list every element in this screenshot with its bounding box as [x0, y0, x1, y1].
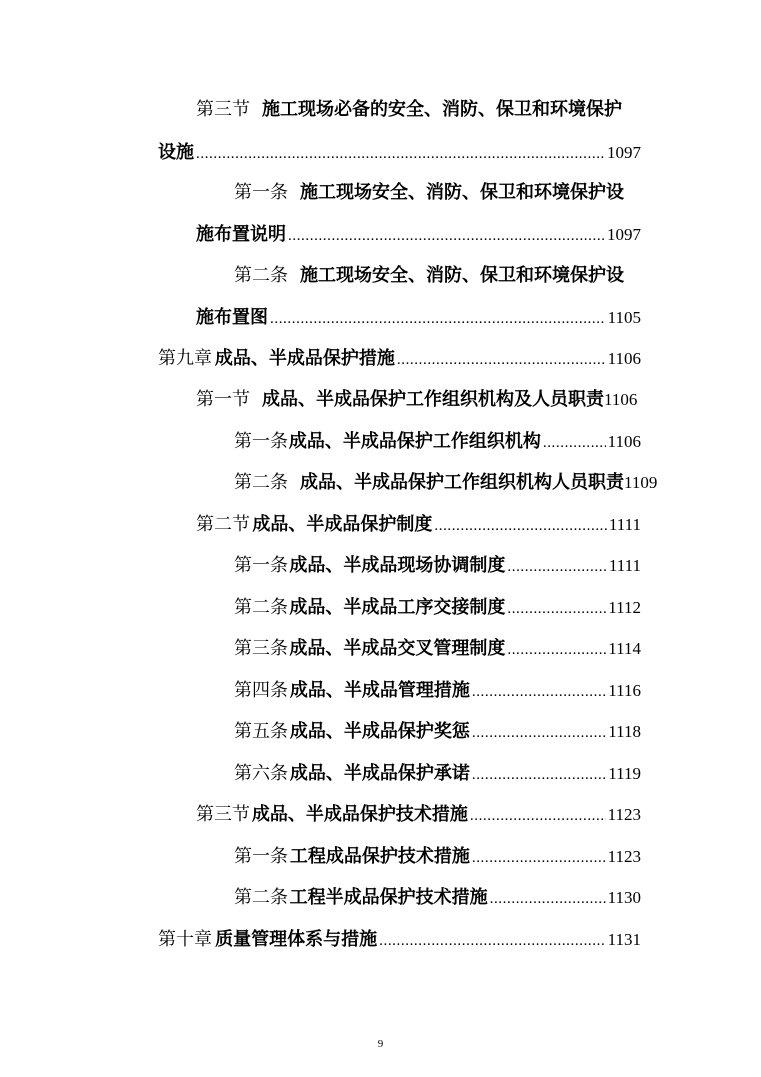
toc-entry-title: 成品、半成品保护措施 — [214, 348, 395, 369]
toc-entry-title-continued: 施布置图 — [196, 307, 268, 328]
toc-entry-title: 施工现场必备的安全、消防、保卫和环境保护 — [262, 99, 622, 120]
dot-leader — [507, 556, 607, 578]
toc-entry-title: 成品、半成品保护承诺 — [289, 763, 470, 784]
toc-entry-number: 第五条 — [234, 721, 288, 742]
toc-entry-title: 成品、半成品交叉管理制度 — [289, 638, 506, 659]
toc-entry-title: 成品、半成品保护工作组织机构 — [288, 431, 541, 452]
toc-entry-line[interactable] — [196, 307, 641, 330]
toc-entry-article[interactable] — [234, 846, 641, 869]
toc-entry-title-continued: 设施 — [158, 142, 194, 163]
toc-page-number: 1106 — [607, 432, 641, 451]
toc-page-number: 1111 — [608, 556, 641, 575]
toc-entry-section[interactable] — [196, 804, 641, 827]
toc-entry-article[interactable] — [234, 763, 641, 786]
toc-page-number: 1109 — [624, 473, 658, 492]
toc-entry-number: 第一条 — [234, 846, 288, 867]
toc-entry-title: 成品、半成品保护制度 — [252, 514, 433, 535]
dot-leader — [379, 930, 606, 952]
toc-entry-title-continued: 施布置说明 — [196, 224, 286, 245]
toc-entry-number: 第二条 — [234, 597, 288, 618]
dot-leader — [397, 349, 606, 371]
toc-entry-chapter[interactable] — [158, 929, 641, 952]
toc-page-number: 1111 — [608, 515, 641, 534]
toc-entry-title: 成品、半成品保护工作组织机构及人员职责 — [262, 389, 604, 410]
dot-leader — [472, 681, 606, 703]
toc-page-number: 1119 — [608, 764, 641, 783]
toc-entry-line[interactable] — [158, 142, 641, 165]
toc-entry-title: 成品、半成品工序交接制度 — [289, 597, 506, 618]
toc-entry-number: 第九章 — [158, 348, 212, 369]
toc-page-number: 1130 — [607, 888, 641, 907]
toc-page-number: 1106 — [607, 349, 641, 368]
toc-entry-article[interactable] — [234, 680, 641, 703]
toc-entry-title: 工程成品保护技术措施 — [289, 846, 470, 867]
toc-entry-number: 第三节 — [196, 804, 250, 825]
toc-entry-number: 第三条 — [234, 638, 288, 659]
toc-entry-number: 第二条 — [234, 265, 288, 286]
toc-entry-title: 施工现场安全、消防、保卫和环境保护设 — [300, 182, 624, 203]
toc-entry-heading — [196, 99, 622, 121]
dot-leader — [472, 764, 606, 786]
toc-entry-number: 第二条 — [234, 472, 288, 493]
toc-entry-line[interactable] — [196, 224, 641, 247]
toc-entry-article[interactable] — [234, 638, 641, 661]
dot-leader — [507, 598, 606, 620]
toc-entry-title: 成品、半成品管理措施 — [289, 680, 470, 701]
toc-entry-article[interactable] — [234, 555, 641, 578]
toc-entry-number: 第一节 — [196, 389, 250, 410]
toc-entry-article[interactable] — [234, 887, 641, 910]
toc-entry-number: 第一条 — [234, 431, 288, 452]
toc-page-number: 1105 — [607, 308, 641, 327]
dot-leader — [196, 143, 605, 165]
dot-leader — [470, 805, 606, 827]
toc-entry-number: 第四条 — [234, 680, 288, 701]
dot-leader — [472, 722, 606, 744]
dot-leader — [434, 515, 607, 537]
toc-entry-number: 第二节 — [196, 514, 250, 535]
toc-entry-heading — [234, 265, 624, 287]
toc-entry-section[interactable] — [196, 514, 641, 537]
dot-leader — [288, 225, 605, 247]
toc-entry-title: 工程半成品保护技术措施 — [289, 887, 488, 908]
toc-entry-number: 第一条 — [234, 182, 288, 203]
page-footer-number: 9 — [377, 1038, 384, 1050]
toc-page-number: 1116 — [608, 681, 641, 700]
dot-leader — [543, 432, 606, 454]
toc-entry-number: 第十章 — [158, 929, 212, 950]
toc-page-number: 1097 — [607, 225, 641, 244]
toc-page-number: 1131 — [607, 930, 641, 949]
toc-page-number: 1118 — [608, 722, 641, 741]
toc-entry-title: 成品、半成品保护工作组织机构人员职责 — [300, 472, 624, 493]
toc-page-number: 1106 — [604, 390, 638, 409]
toc-entry-article[interactable] — [234, 472, 669, 494]
toc-entry-number: 第六条 — [234, 763, 288, 784]
toc-entry-title: 成品、半成品现场协调制度 — [289, 555, 506, 576]
toc-entry-article[interactable] — [234, 721, 641, 744]
toc-entry-article[interactable] — [234, 597, 641, 620]
toc-entry-title: 成品、半成品保护技术措施 — [251, 804, 468, 825]
toc-entry-title: 成品、半成品保护奖惩 — [289, 721, 470, 742]
toc-entry-number: 第一条 — [234, 555, 288, 576]
toc-entry-article[interactable] — [234, 431, 641, 454]
toc-entry-number: 第二条 — [234, 887, 288, 908]
toc-page-number: 1097 — [607, 143, 641, 162]
dot-leader — [472, 847, 606, 869]
toc-page-number: 1112 — [608, 598, 641, 617]
dot-leader — [270, 308, 606, 330]
toc-page-number: 1123 — [607, 805, 641, 824]
toc-entry-title: 质量管理体系与措施 — [215, 929, 378, 950]
toc-entry-heading — [234, 182, 624, 204]
toc-entry-section[interactable] — [196, 389, 651, 411]
dot-leader — [507, 639, 606, 661]
toc-page-number: 1114 — [608, 639, 641, 658]
toc-entry-title: 施工现场安全、消防、保卫和环境保护设 — [300, 265, 624, 286]
toc-page-number: 1123 — [607, 847, 641, 866]
toc-entry-number: 第三节 — [196, 99, 250, 120]
dot-leader — [490, 888, 606, 910]
toc-entry-chapter[interactable] — [158, 348, 641, 371]
